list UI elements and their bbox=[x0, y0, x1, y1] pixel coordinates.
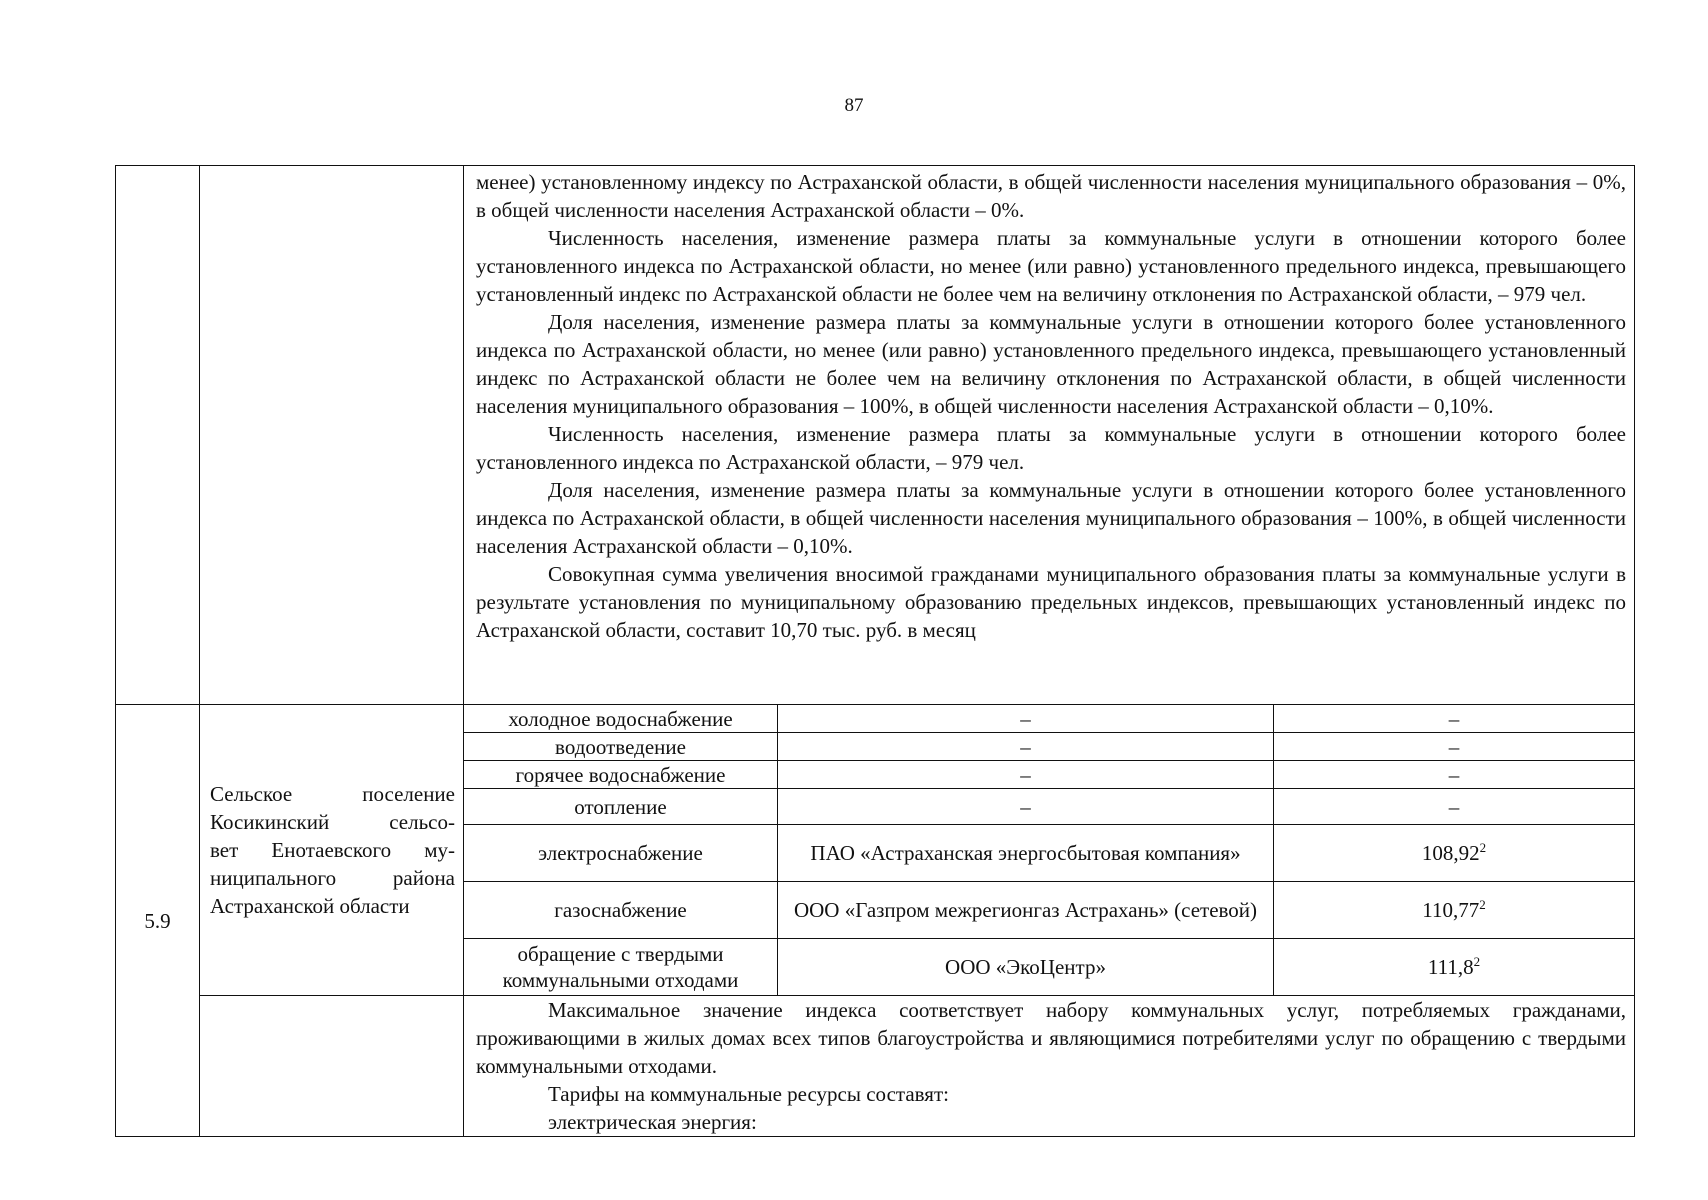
service-name: водоотведение bbox=[464, 733, 778, 761]
continuation-number-cell bbox=[116, 166, 200, 705]
notes-text-cell bbox=[464, 996, 1635, 1137]
municipality-name-line: ниципального района bbox=[210, 866, 455, 890]
service-organization: – bbox=[778, 705, 1274, 733]
footnote-mark: 2 bbox=[1479, 840, 1487, 855]
service-name: холодное водоснабжение bbox=[464, 705, 778, 733]
notes-text bbox=[464, 996, 1634, 1136]
service-index bbox=[1274, 882, 1635, 939]
paragraph: Максимальное значение индекса соответствует набору коммунальных услуг, потребляемых гражданами, проживающими в жилых домах всех типов благоустройства и являющимися потребителями услуг по обращению с твердыми коммунальными отходами. bbox=[476, 998, 1626, 1078]
municipality-name bbox=[200, 705, 464, 996]
page-number: 87 bbox=[844, 95, 864, 116]
paragraph: электрическая энергия: bbox=[548, 1110, 757, 1134]
continuation-text-cell bbox=[464, 166, 1635, 705]
service-index: – bbox=[1274, 789, 1635, 825]
service-name: отопление bbox=[464, 789, 778, 825]
service-organization: ПАО «Астраханская энергосбытовая компания» bbox=[778, 825, 1274, 882]
service-organization: ООО «Газпром межрегионгаз Астрахань» (сетевой) bbox=[778, 882, 1274, 939]
notes-name-cell bbox=[200, 996, 464, 1137]
document-table bbox=[115, 165, 1635, 1137]
municipality-name-line: Сельское поселение bbox=[210, 782, 455, 806]
footnote-mark: 2 bbox=[1479, 897, 1486, 912]
service-name: обращение с твердыми коммунальными отходами bbox=[464, 939, 778, 996]
service-organization: – bbox=[778, 733, 1274, 761]
service-name: электроснабжение bbox=[464, 825, 778, 882]
service-index: – bbox=[1274, 761, 1635, 789]
paragraph: менее) установленному индексу по Астраханской области, в общей численности населения муниципального образования – 0%, в общей численности населения Астраханской области – 0%. bbox=[476, 170, 1626, 222]
municipality-name-line: Астраханской области bbox=[210, 894, 410, 918]
service-row bbox=[116, 705, 1635, 733]
notes-row bbox=[116, 996, 1635, 1137]
paragraph: Доля населения, изменение размера платы за коммунальные услуги в отношении которого более установленного индекса по Астраханской области, но менее (или равно) установленного предельного индекса, превышающего установленный индекс по Астраханской области не более чем на величину отклонения по Астраханской области, в общей численности населения муниципального образования – 100%, в общей численности населения Астраханской области – 0,10%. bbox=[476, 310, 1626, 418]
service-index: – bbox=[1274, 705, 1635, 733]
service-organization: ООО «ЭкоЦентр» bbox=[778, 939, 1274, 996]
service-name: горячее водоснабжение bbox=[464, 761, 778, 789]
paragraph: Тарифы на коммунальные ресурсы составят: bbox=[548, 1082, 949, 1106]
paragraph: Доля населения, изменение размера платы за коммунальные услуги в отношении которого более установленного индекса по Астраханской области, в общей численности населения муниципального образования – 100%, в общей численности населения Астраханской области – 0,10%. bbox=[476, 478, 1626, 558]
service-index-value: 108,92 bbox=[1421, 841, 1480, 865]
service-organization: – bbox=[778, 761, 1274, 789]
municipality-name-line: вет Енотаевского му- bbox=[210, 838, 455, 862]
service-index bbox=[1274, 825, 1635, 882]
paragraph: Совокупная сумма увеличения вносимой гражданами муниципального образования платы за коммунальные услуги в результате установления по муниципальному образованию предельных индексов, превышающих установленный индекс по Астраханской области, составит 10,70 тыс. руб. в месяц bbox=[476, 562, 1626, 642]
service-index-value: 110,77 bbox=[1422, 898, 1480, 922]
continuation-name-cell bbox=[200, 166, 464, 705]
continuation-text bbox=[464, 166, 1634, 644]
continuation-row bbox=[116, 166, 1635, 705]
service-index: – bbox=[1274, 733, 1635, 761]
service-index-value: 111,8 bbox=[1427, 955, 1474, 979]
service-organization: – bbox=[778, 789, 1274, 825]
service-index bbox=[1274, 939, 1635, 996]
service-name: газоснабжение bbox=[464, 882, 778, 939]
row-number: 5.9 bbox=[116, 705, 200, 1137]
paragraph: Численность населения, изменение размера платы за коммунальные услуги в отношении которого более установленного индекса по Астраханской области, но менее (или равно) установленного предельного индекса, превышающего установленный индекс по Астраханской области не более чем на величину отклонения по Астраханской области, – 979 чел. bbox=[476, 226, 1626, 306]
municipality-name-line: Косикинский сельсо- bbox=[210, 810, 455, 834]
footnote-mark: 2 bbox=[1473, 954, 1481, 969]
paragraph: Численность населения, изменение размера платы за коммунальные услуги в отношении которого более установленного индекса по Астраханской области, – 979 чел. bbox=[476, 422, 1626, 474]
